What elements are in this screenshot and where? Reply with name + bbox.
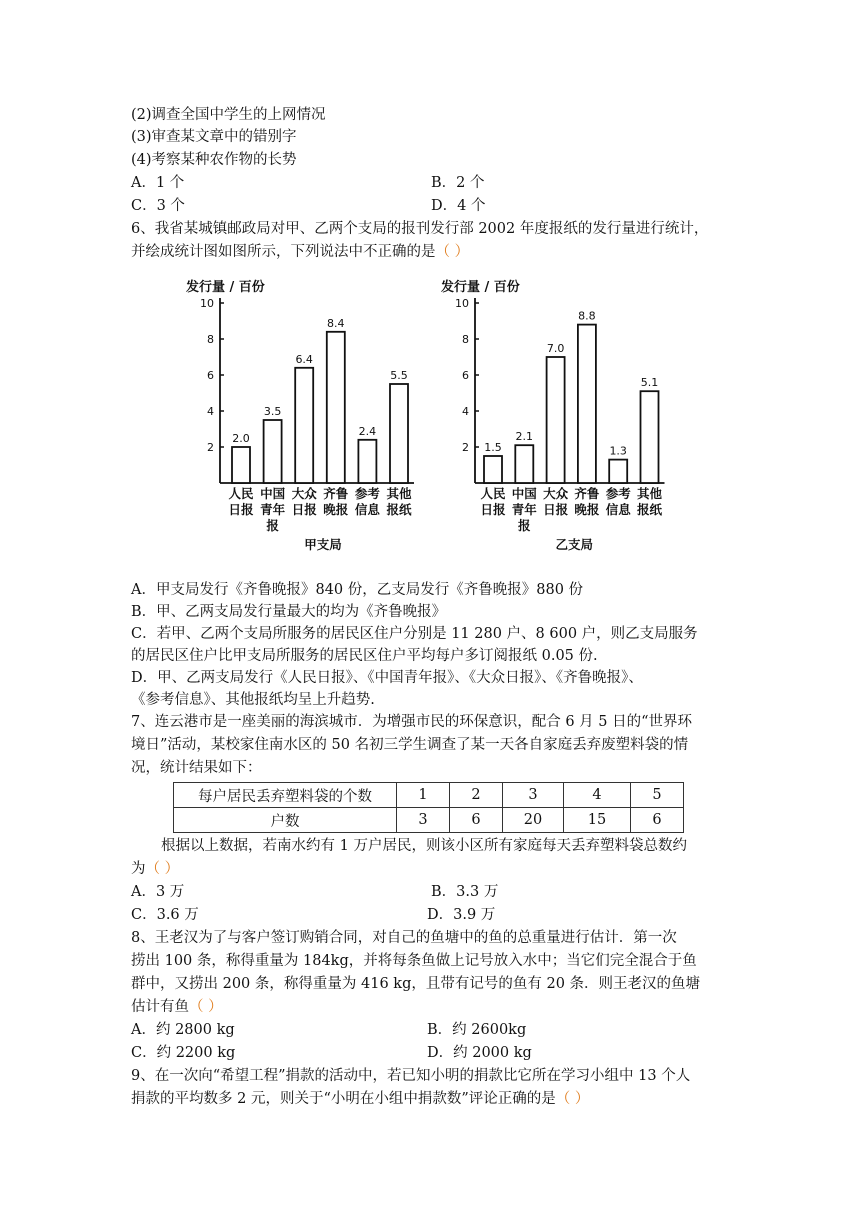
- data-label: 5.1: [640, 376, 659, 390]
- q5-item-4: (4)考察某种农作物的长势: [131, 152, 297, 168]
- x-tick-label: 信息: [605, 502, 631, 517]
- table-cell: 6: [631, 808, 684, 833]
- x-tick-label: 参考: [605, 486, 631, 501]
- q5-option-d: D．4 个: [431, 198, 486, 214]
- x-tick-label: 日报: [543, 502, 569, 517]
- chart-title: 乙支局: [555, 537, 594, 552]
- x-tick-label: 大众: [543, 486, 569, 501]
- data-label: 2.1: [515, 430, 534, 444]
- y-tick-label: 2: [462, 441, 469, 454]
- bar: [295, 368, 313, 483]
- y-tick-label: 10: [200, 297, 214, 310]
- x-tick-label: 报纸: [386, 502, 412, 517]
- y-tick-label: 4: [462, 405, 469, 418]
- table-row: [174, 808, 684, 833]
- y-tick-label: 8: [462, 333, 469, 346]
- x-tick-label: 日报: [291, 502, 317, 517]
- q9-stem-line1: 9、在一次向“希望工程”捐款的活动中，若已知小明的捐款比它所在学习小组中 13 个人: [131, 1068, 691, 1084]
- q7-stem-line1: 7、连云港市是一座美丽的海滨城市．为增强市民的环保意识，配合 6 月 5 日的“世界环: [131, 714, 693, 730]
- y-tick-label: 8: [207, 333, 214, 346]
- data-label: 3.5: [263, 405, 282, 418]
- q5-option-b: B．2 个: [431, 175, 485, 191]
- x-tick-label: 中国: [260, 486, 286, 501]
- x-tick-label: 参考: [354, 486, 380, 501]
- x-tick-label: 青年: [511, 502, 537, 517]
- table-cell: 4: [564, 783, 631, 808]
- q8-option-a: A．约 2800 kg: [131, 1022, 235, 1038]
- answer-blank: （ ）: [189, 999, 223, 1015]
- table-row: [174, 783, 684, 808]
- data-label: 8.4: [327, 316, 345, 330]
- survey-table: [173, 782, 684, 833]
- y-axis-label: 发行量 / 百份: [441, 280, 520, 295]
- q9-stem-line2: 捐款的平均数多 2 元，则关于“小明在小组中捐款数”评论正确的是（ ）: [131, 1091, 590, 1107]
- q5-item-2: (2)调查全国中学生的上网情况: [131, 107, 326, 123]
- data-label: 6.4: [295, 352, 313, 366]
- q8-stem-line2: 捞出 100 条，称得重量为 184kg，并将每条鱼做上记号放入水中；当它们完全混合于鱼: [131, 953, 697, 969]
- data-label: 2.4: [358, 424, 377, 438]
- x-tick-label: 报: [266, 518, 279, 533]
- y-tick-label: 6: [462, 369, 469, 382]
- x-tick-label: 人民: [228, 486, 254, 501]
- x-tick-label: 大众: [291, 486, 317, 501]
- table-cell: 1: [397, 783, 450, 808]
- q7-option-c: C．3.6 万: [131, 907, 199, 923]
- chart-title: 甲支局: [304, 537, 342, 552]
- q7-stem-line2: 境日”活动，某校家住南水区的 50 名初三学生调查了某一天各自家庭丢弃废塑料袋的情: [131, 737, 689, 753]
- x-tick-label: 日报: [228, 502, 254, 517]
- q7-option-a: A．3 万: [131, 884, 185, 900]
- q6-option-a: A．甲支局发行《齐鲁晚报》840 份，乙支局发行《齐鲁晚报》880 份: [131, 582, 584, 598]
- answer-blank: （ ）: [555, 1091, 590, 1107]
- x-tick-label: 中国: [511, 486, 537, 501]
- q7-stem-line5: 为（ ）: [131, 861, 180, 877]
- x-tick-label: 其他: [386, 486, 412, 501]
- table-cell: 3: [503, 783, 564, 808]
- table-row-label: 每户居民丢弃塑料袋的个数: [174, 783, 397, 808]
- data-label: 1.5: [484, 441, 502, 454]
- data-label: 1.3: [609, 444, 627, 458]
- y-tick-label: 2: [207, 441, 214, 454]
- bar: [641, 391, 659, 483]
- q7-option-b: B．3.3 万: [431, 884, 499, 900]
- table-cell: 15: [564, 808, 631, 833]
- q8-option-c: C．约 2200 kg: [131, 1045, 236, 1061]
- bar: [327, 332, 345, 483]
- x-tick-label: 信息: [354, 502, 380, 517]
- q6-option-d-line2: 《参考信息》、其他报纸均呈上升趋势.: [131, 692, 375, 708]
- x-tick-label: 齐鲁: [323, 486, 349, 501]
- q5-option-c: C．3 个: [131, 198, 185, 214]
- q6-option-d-line1: D．甲、乙两支局发行《人民日报》、《中国青年报》、《大众日报》、《齐鲁晚报》、: [131, 670, 643, 686]
- q8-stem-line3: 群中，又捞出 200 条，称得重量为 416 kg，且带有记号的鱼有 20 条．则王老汉的鱼塘: [131, 976, 701, 992]
- data-label: 7.0: [546, 342, 565, 355]
- y-tick-label: 10: [455, 297, 469, 310]
- table-row-label: 户数: [174, 808, 397, 833]
- bar: [515, 445, 533, 483]
- q8-option-d: D．约 2000 kg: [427, 1045, 532, 1061]
- q5-option-a: A．1 个: [131, 175, 185, 191]
- x-tick-label: 晚报: [574, 502, 600, 517]
- q6-option-c-line2: 的居民区住户比甲支局所服务的居民区住户平均每户多订阅报纸 0.05 份.: [131, 648, 598, 664]
- table-cell: 5: [631, 783, 684, 808]
- bar: [547, 357, 565, 483]
- x-tick-label: 报: [518, 518, 531, 533]
- x-tick-label: 日报: [480, 502, 506, 517]
- q5-item-3: (3)审查某文章中的错别字: [131, 129, 297, 145]
- x-tick-label: 齐鲁: [574, 486, 600, 501]
- bar: [358, 440, 376, 483]
- table-cell: 20: [503, 808, 564, 833]
- x-tick-label: 报纸: [636, 502, 663, 517]
- q6-option-b: B．甲、乙两支局发行量最大的均为《齐鲁晚报》: [131, 604, 447, 620]
- bar: [578, 325, 596, 483]
- q8-stem-line4: 估计有鱼（ ）: [131, 999, 223, 1015]
- table-cell: 2: [450, 783, 503, 808]
- x-tick-label: 其他: [636, 486, 663, 501]
- answer-blank: （ ）: [145, 861, 180, 877]
- q6-stem-line2: 并绘成统计图如图所示，下列说法中不正确的是（ ）: [131, 244, 470, 260]
- bar: [232, 447, 250, 483]
- q6-option-c-line1: C．若甲、乙两个支局所服务的居民区住户分别是 11 280 户、8 600 户，则乙支局服务: [131, 626, 698, 642]
- y-tick-label: 4: [207, 405, 214, 418]
- data-label: 2.0: [232, 432, 250, 445]
- x-tick-label: 晚报: [323, 502, 349, 517]
- q8-stem-line1: 8、王老汉为了与客户签订购销合同，对自己的鱼塘中的鱼的总重量进行估计．第一次: [131, 930, 677, 946]
- y-axis-label: 发行量 / 百份: [186, 280, 265, 295]
- bar: [609, 460, 627, 483]
- x-tick-label: 人民: [480, 486, 506, 501]
- y-tick-label: 6: [207, 369, 214, 382]
- bar: [390, 384, 408, 483]
- q7-option-d: D．3.9 万: [427, 907, 496, 923]
- q6-stem-line1: 6、我省某城镇邮政局对甲、乙两个支局的报刊发行部 2002 年度报纸的发行量进行统计，: [131, 221, 709, 237]
- data-label: 8.8: [578, 309, 596, 323]
- q8-option-b: B．约 2600kg: [427, 1022, 527, 1038]
- answer-blank: （ ）: [435, 244, 470, 260]
- x-tick-label: 青年: [260, 502, 286, 517]
- bar: [264, 420, 282, 483]
- data-label: 5.5: [390, 369, 408, 382]
- q7-stem-line4: 根据以上数据，若南水约有 1 万户居民，则该小区所有家庭每天丢弃塑料袋总数约: [161, 838, 687, 854]
- bar-charts: [0, 272, 860, 572]
- table-cell: 6: [450, 808, 503, 833]
- bar: [484, 456, 502, 483]
- q7-stem-line3: 况，统计结果如下：: [131, 760, 262, 776]
- table-cell: 3: [397, 808, 450, 833]
